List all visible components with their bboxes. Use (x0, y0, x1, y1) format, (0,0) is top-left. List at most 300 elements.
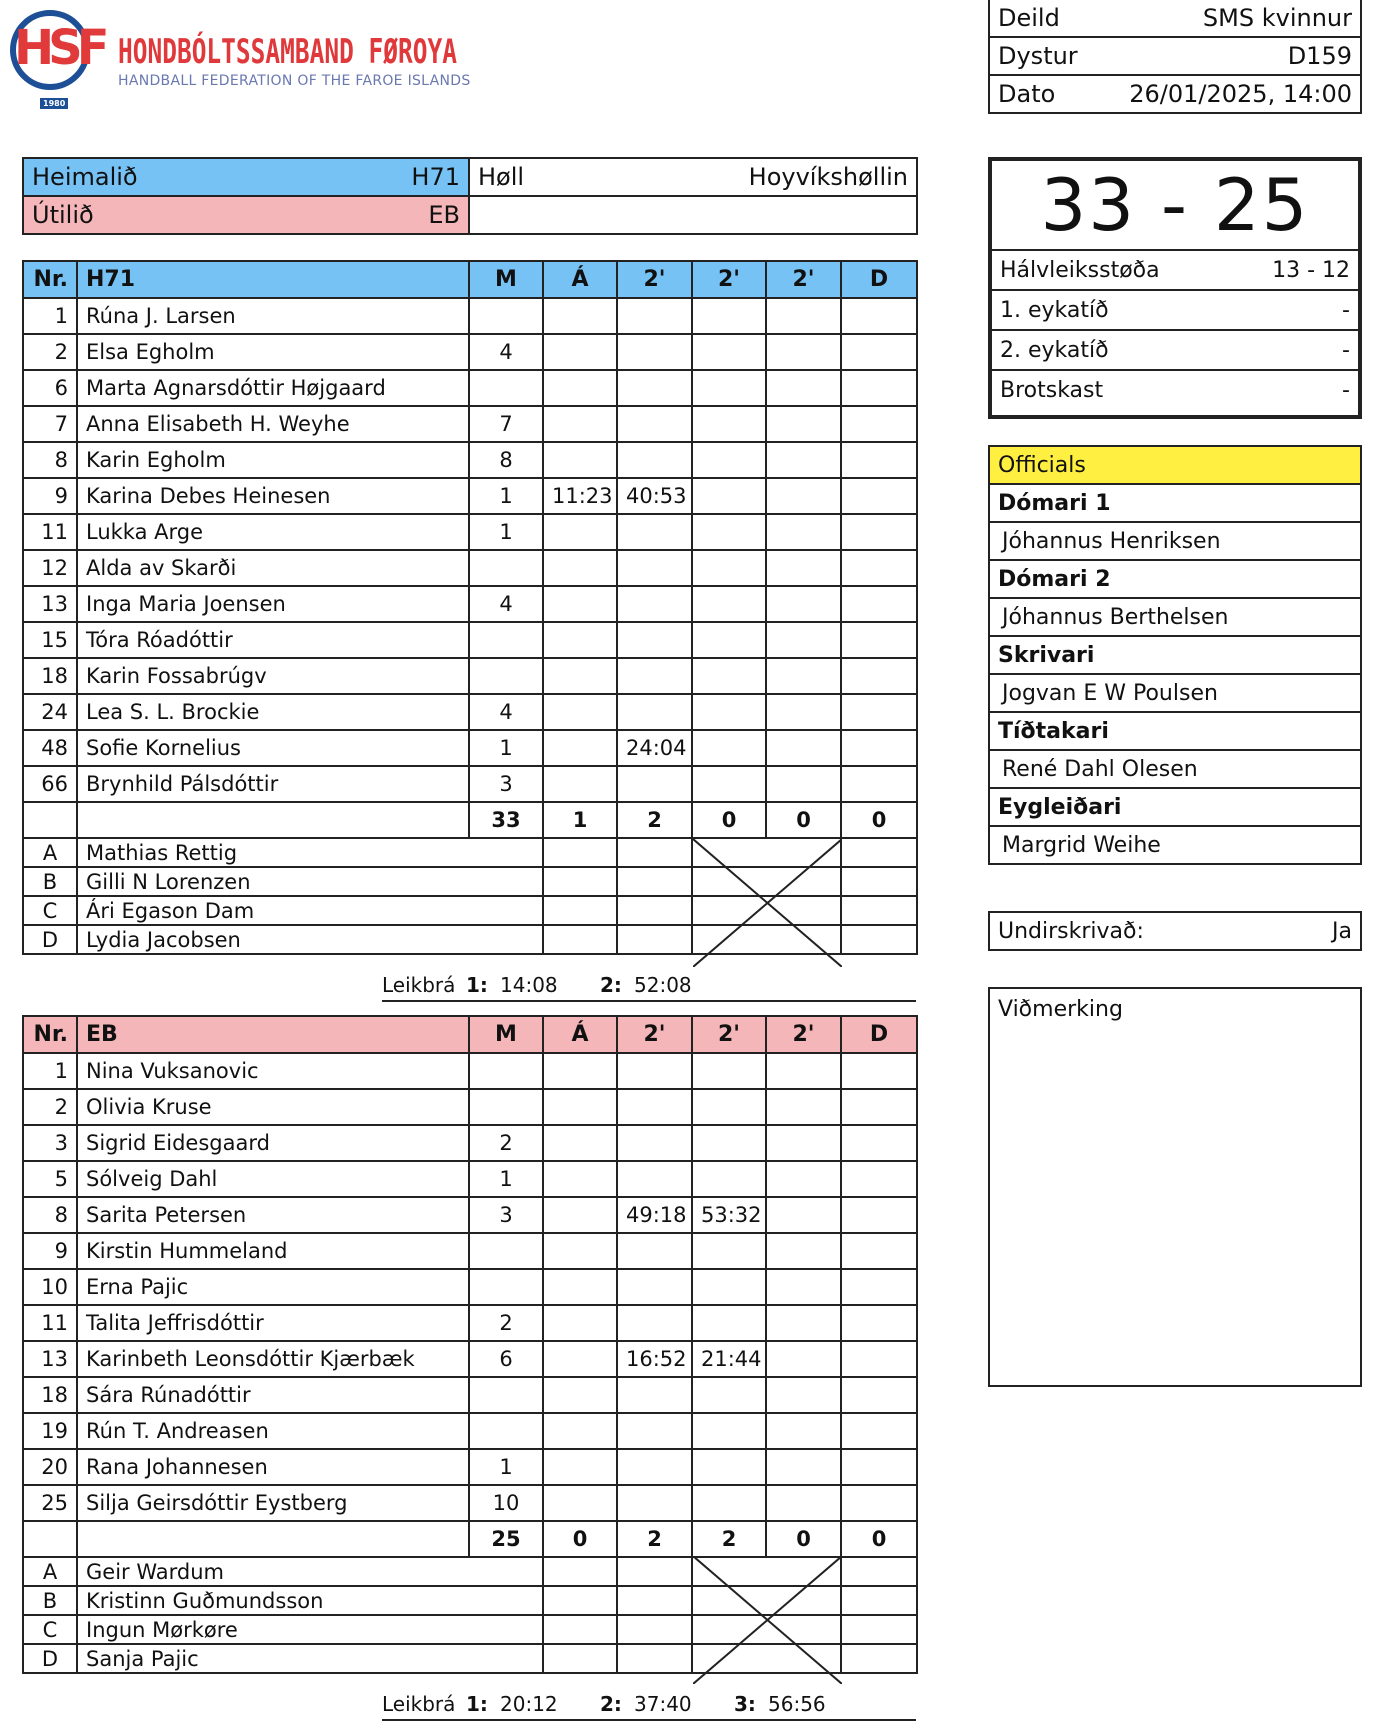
player-suspension-2 (692, 1161, 766, 1197)
player-suspension-1 (617, 1449, 692, 1485)
timeout-time: 20:12 (500, 1692, 558, 1716)
score-detail-label: Hálvleiksstøða (1000, 257, 1160, 283)
player-name: Rana Johannesen (77, 1449, 469, 1485)
player-suspension-1 (617, 1305, 692, 1341)
player-disqualification (841, 1269, 917, 1305)
player-suspension-1 (617, 1089, 692, 1125)
player-suspension-2 (692, 550, 766, 586)
col-header-suspension-2: 2' (692, 1016, 766, 1053)
col-header-disqualification: D (841, 261, 917, 298)
col-header-disqualification: D (841, 1016, 917, 1053)
official-name-row (989, 522, 1361, 560)
col-header-suspension-2: 2' (692, 261, 766, 298)
player-suspension-1: 24:04 (617, 730, 692, 766)
player-name: Inga Maria Joensen (77, 586, 469, 622)
player-name: Marta Agnarsdóttir Højgaard (77, 370, 469, 406)
player-suspension-2 (692, 1269, 766, 1305)
player-suspension-3 (766, 1161, 841, 1197)
player-row (23, 730, 917, 766)
official-role: Dómari 2 (989, 560, 1361, 598)
score-detail-label: 1. eykatíð (1000, 297, 1109, 323)
player-name: Lea S. L. Brockie (77, 694, 469, 730)
roster-header (23, 1016, 917, 1053)
player-goals (469, 622, 543, 658)
player-suspension-3 (766, 370, 841, 406)
player-suspension-3 (766, 766, 841, 802)
score-detail-row (992, 330, 1358, 370)
player-disqualification (841, 1089, 917, 1125)
team-official-suspension (617, 1557, 692, 1586)
player-disqualification (841, 1413, 917, 1449)
player-suspension-3 (766, 514, 841, 550)
player-suspension-2 (692, 658, 766, 694)
total-t1: 2 (617, 1521, 692, 1557)
total-a: 1 (543, 802, 617, 838)
team-official-code: A (23, 838, 77, 867)
team-official-disqualification (841, 1644, 917, 1673)
player-number: 15 (23, 622, 77, 658)
player-number: 48 (23, 730, 77, 766)
player-disqualification (841, 766, 917, 802)
player-suspension-1 (617, 694, 692, 730)
player-name: Karina Debes Heinesen (77, 478, 469, 514)
player-name: Anna Elisabeth H. Weyhe (77, 406, 469, 442)
team-official-suspension (617, 1615, 692, 1644)
player-suspension-1: 16:52 (617, 1341, 692, 1377)
timeout-number: 1: (466, 1692, 488, 1716)
score-detail-value: - (1342, 337, 1350, 363)
col-header-suspension-3: 2' (766, 261, 841, 298)
total-d: 0 (841, 1521, 917, 1557)
player-disqualification (841, 1053, 917, 1089)
player-goals (469, 1089, 543, 1125)
player-name: Rún T. Andreasen (77, 1413, 469, 1449)
hall-cell (469, 158, 917, 196)
col-header-nr: Nr. (23, 261, 77, 298)
player-suspension-3 (766, 730, 841, 766)
player-goals: 4 (469, 586, 543, 622)
player-warning (543, 334, 617, 370)
team-official-disqualification (841, 867, 917, 896)
official-role-row (989, 788, 1361, 826)
federation-logo (0, 0, 471, 110)
player-suspension-1 (617, 1413, 692, 1449)
player-number: 5 (23, 1161, 77, 1197)
timeout-number: 2: (600, 973, 622, 997)
player-warning (543, 1413, 617, 1449)
official-name-row (989, 750, 1361, 788)
player-disqualification (841, 406, 917, 442)
home-officials-cross (693, 839, 842, 967)
player-number: 66 (23, 766, 77, 802)
col-header-suspension-3: 2' (766, 1016, 841, 1053)
totals-spacer (77, 1521, 469, 1557)
player-goals (469, 298, 543, 334)
officials-title: Officials (989, 446, 1361, 484)
match-info-cell (989, 0, 1361, 37)
player-suspension-1 (617, 1377, 692, 1413)
score-detail-cell (992, 250, 1358, 290)
player-name: Kirstin Hummeland (77, 1233, 469, 1269)
col-header-warning: Á (543, 261, 617, 298)
player-number: 24 (23, 694, 77, 730)
player-suspension-2 (692, 1233, 766, 1269)
total-m: 33 (469, 802, 543, 838)
player-suspension-2 (692, 586, 766, 622)
player-warning (543, 766, 617, 802)
player-number: 2 (23, 1089, 77, 1125)
total-t3: 0 (766, 1521, 841, 1557)
team-official-warning (543, 1586, 617, 1615)
team-official-code: C (23, 1615, 77, 1644)
player-suspension-2 (692, 1413, 766, 1449)
player-goals: 3 (469, 766, 543, 802)
player-suspension-1 (617, 514, 692, 550)
player-row (23, 370, 917, 406)
player-name: Karin Egholm (77, 442, 469, 478)
timeout-number: 2: (600, 1692, 622, 1716)
team-official-code: D (23, 1644, 77, 1673)
team-official-suspension (617, 1586, 692, 1615)
team-official-suspension (617, 1644, 692, 1673)
official-name: Jóhannus Berthelsen (989, 598, 1361, 636)
player-goals: 3 (469, 1197, 543, 1233)
player-suspension-3 (766, 1377, 841, 1413)
player-goals (469, 1413, 543, 1449)
player-row (23, 1449, 917, 1485)
player-number: 3 (23, 1125, 77, 1161)
player-suspension-3 (766, 298, 841, 334)
total-t2: 0 (692, 802, 766, 838)
player-disqualification (841, 694, 917, 730)
totals-spacer (23, 802, 77, 838)
match-info-cell (989, 37, 1361, 75)
team-official-name: Kristinn Guðmundsson (77, 1586, 543, 1615)
player-disqualification (841, 1377, 917, 1413)
player-warning (543, 586, 617, 622)
score-detail-label: 2. eykatíð (1000, 337, 1109, 363)
player-suspension-2 (692, 514, 766, 550)
player-suspension-1 (617, 1125, 692, 1161)
player-suspension-3 (766, 406, 841, 442)
player-goals: 8 (469, 442, 543, 478)
player-number: 7 (23, 406, 77, 442)
away-officials-cross (693, 1556, 842, 1684)
player-row (23, 622, 917, 658)
player-suspension-2 (692, 478, 766, 514)
player-row (23, 694, 917, 730)
player-disqualification (841, 1341, 917, 1377)
timeout-time: 37:40 (634, 1692, 692, 1716)
player-suspension-2 (692, 1449, 766, 1485)
player-name: Silja Geirsdóttir Eystberg (77, 1485, 469, 1521)
player-suspension-2 (692, 766, 766, 802)
player-suspension-2 (692, 298, 766, 334)
player-goals (469, 1269, 543, 1305)
player-suspension-3 (766, 442, 841, 478)
team-official-warning (543, 925, 617, 954)
match-info-label: Dato (998, 80, 1056, 108)
score-detail-row (992, 290, 1358, 330)
player-row (23, 1161, 917, 1197)
player-row (23, 298, 917, 334)
player-warning (543, 694, 617, 730)
player-row (23, 478, 917, 514)
player-goals: 1 (469, 1161, 543, 1197)
federation-name: HONDBÓLTSSAMBAND FØROYA (118, 32, 457, 72)
player-row (23, 1341, 917, 1377)
official-role-row (989, 636, 1361, 674)
player-suspension-2 (692, 442, 766, 478)
player-disqualification (841, 550, 917, 586)
player-name: Karinbeth Leonsdóttir Kjærbæk (77, 1341, 469, 1377)
player-warning (543, 1089, 617, 1125)
team-official-code: A (23, 1557, 77, 1586)
team-official-name: Ingun Mørkøre (77, 1615, 543, 1644)
player-disqualification (841, 442, 917, 478)
team-official-suspension (617, 867, 692, 896)
team-official-disqualification (841, 896, 917, 925)
player-suspension-1 (617, 586, 692, 622)
team-official-disqualification (841, 925, 917, 954)
player-suspension-1 (617, 622, 692, 658)
team-official-disqualification (841, 1557, 917, 1586)
player-number: 1 (23, 1053, 77, 1089)
score-detail-value: - (1342, 297, 1350, 323)
signed-value: Ja (1332, 918, 1352, 944)
player-disqualification (841, 478, 917, 514)
player-suspension-3 (766, 1413, 841, 1449)
player-suspension-2: 21:44 (692, 1341, 766, 1377)
player-warning (543, 1161, 617, 1197)
player-disqualification (841, 334, 917, 370)
player-suspension-1 (617, 442, 692, 478)
player-warning (543, 1485, 617, 1521)
player-row (23, 550, 917, 586)
official-name: Jóhannus Henriksen (989, 522, 1361, 560)
timeout-number: 1: (466, 973, 488, 997)
hall-value: Hoyvíkshøllin (748, 163, 908, 191)
player-goals (469, 1377, 543, 1413)
team-official-warning (543, 1557, 617, 1586)
away-timeouts (382, 1689, 916, 1721)
player-row (23, 1053, 917, 1089)
totals-row (23, 1521, 917, 1557)
official-role-row (989, 484, 1361, 522)
player-suspension-2 (692, 1377, 766, 1413)
col-header-suspension-1: 2' (617, 261, 692, 298)
player-number: 10 (23, 1269, 77, 1305)
player-number: 11 (23, 514, 77, 550)
player-row (23, 1269, 917, 1305)
match-info-value: D159 (1287, 42, 1352, 70)
official-name-row (989, 674, 1361, 712)
official-role: Tíðtakari (989, 712, 1361, 750)
player-suspension-3 (766, 1233, 841, 1269)
player-row (23, 406, 917, 442)
player-number: 13 (23, 1341, 77, 1377)
total-t2: 2 (692, 1521, 766, 1557)
team-official-name: Sanja Pajic (77, 1644, 543, 1673)
team-official-name: Ári Egason Dam (77, 896, 543, 925)
final-score: 33 - 25 (992, 161, 1358, 251)
player-name: Elsa Egholm (77, 334, 469, 370)
player-goals (469, 1233, 543, 1269)
player-disqualification (841, 1449, 917, 1485)
logo-year: 1980 (40, 98, 68, 109)
player-suspension-3 (766, 1125, 841, 1161)
timeout-time: 56:56 (768, 1692, 826, 1716)
player-disqualification (841, 1233, 917, 1269)
player-suspension-3 (766, 658, 841, 694)
player-number: 6 (23, 370, 77, 406)
player-warning (543, 1269, 617, 1305)
player-suspension-2 (692, 1125, 766, 1161)
team-official-suspension (617, 838, 692, 867)
player-name: Nina Vuksanovic (77, 1053, 469, 1089)
player-suspension-1 (617, 658, 692, 694)
player-name: Tóra Róadóttir (77, 622, 469, 658)
player-name: Sigrid Eidesgaard (77, 1125, 469, 1161)
player-warning (543, 1377, 617, 1413)
player-goals (469, 370, 543, 406)
player-number: 18 (23, 1377, 77, 1413)
official-name: René Dahl Olesen (989, 750, 1361, 788)
team-official-code: D (23, 925, 77, 954)
home-team-cell (23, 158, 469, 196)
player-row (23, 658, 917, 694)
player-name: Olivia Kruse (77, 1089, 469, 1125)
player-suspension-3 (766, 1269, 841, 1305)
score-detail-cell (992, 290, 1358, 330)
match-info-row (989, 0, 1361, 37)
officials-panel (988, 445, 1362, 865)
player-suspension-1: 40:53 (617, 478, 692, 514)
player-disqualification (841, 658, 917, 694)
player-suspension-3 (766, 694, 841, 730)
player-number: 9 (23, 478, 77, 514)
player-name: Lukka Arge (77, 514, 469, 550)
player-suspension-1 (617, 1053, 692, 1089)
score-detail-value: 13 - 12 (1272, 257, 1350, 283)
player-row (23, 1413, 917, 1449)
player-warning (543, 1305, 617, 1341)
team-official-warning (543, 896, 617, 925)
team-official-warning (543, 867, 617, 896)
player-suspension-3 (766, 334, 841, 370)
player-suspension-3 (766, 1305, 841, 1341)
official-role: Dómari 1 (989, 484, 1361, 522)
timeouts-label: Leikbrá (382, 973, 456, 997)
player-row (23, 442, 917, 478)
team-official-disqualification (841, 1586, 917, 1615)
player-row (23, 1485, 917, 1521)
player-name: Sára Rúnadóttir (77, 1377, 469, 1413)
col-header-nr: Nr. (23, 1016, 77, 1053)
match-info-row (989, 37, 1361, 75)
team-official-warning (543, 838, 617, 867)
player-suspension-3 (766, 550, 841, 586)
player-suspension-2: 53:32 (692, 1197, 766, 1233)
col-header-goals: M (469, 261, 543, 298)
player-number: 19 (23, 1413, 77, 1449)
total-d: 0 (841, 802, 917, 838)
player-goals: 1 (469, 730, 543, 766)
player-goals: 1 (469, 478, 543, 514)
player-disqualification (841, 1125, 917, 1161)
player-name: Sofie Kornelius (77, 730, 469, 766)
player-suspension-3 (766, 1089, 841, 1125)
total-t1: 2 (617, 802, 692, 838)
player-number: 18 (23, 658, 77, 694)
team-official-name: Geir Wardum (77, 1557, 543, 1586)
player-suspension-2 (692, 1053, 766, 1089)
player-suspension-3 (766, 1449, 841, 1485)
col-header-team: EB (77, 1016, 469, 1053)
officials-title-row (989, 446, 1361, 484)
player-warning: 11:23 (543, 478, 617, 514)
player-number: 8 (23, 1197, 77, 1233)
player-suspension-1 (617, 1161, 692, 1197)
col-header-warning: Á (543, 1016, 617, 1053)
player-disqualification (841, 622, 917, 658)
player-suspension-1 (617, 550, 692, 586)
score-detail-cell (992, 370, 1358, 410)
team-official-name: Gilli N Lorenzen (77, 867, 543, 896)
remarks-label: Viðmerking (998, 997, 1123, 1022)
remarks-box (988, 987, 1362, 1387)
empty-cell (469, 196, 917, 234)
team-official-code: C (23, 896, 77, 925)
away-label: Útilið (32, 201, 94, 229)
match-info-value: SMS kvinnur (1202, 4, 1352, 32)
player-name: Brynhild Pálsdóttir (77, 766, 469, 802)
federation-subtitle: HANDBALL FEDERATION OF THE FAROE ISLANDS (118, 73, 471, 89)
player-number: 20 (23, 1449, 77, 1485)
total-t3: 0 (766, 802, 841, 838)
player-warning (543, 1197, 617, 1233)
player-goals (469, 1053, 543, 1089)
player-warning (543, 514, 617, 550)
totals-row (23, 802, 917, 838)
player-disqualification (841, 1197, 917, 1233)
roster-header (23, 261, 917, 298)
player-name: Erna Pajic (77, 1269, 469, 1305)
player-number: 9 (23, 1233, 77, 1269)
player-warning (543, 1233, 617, 1269)
player-row (23, 1377, 917, 1413)
col-header-suspension-1: 2' (617, 1016, 692, 1053)
player-number: 25 (23, 1485, 77, 1521)
player-suspension-1 (617, 370, 692, 406)
team-official-code: B (23, 1586, 77, 1615)
player-disqualification (841, 1161, 917, 1197)
player-disqualification (841, 1305, 917, 1341)
match-info-value: 26/01/2025, 14:00 (1129, 80, 1352, 108)
player-suspension-2 (692, 334, 766, 370)
home-code: H71 (411, 163, 460, 191)
player-number: 11 (23, 1305, 77, 1341)
timeout-time: 52:08 (634, 973, 692, 997)
player-row (23, 1233, 917, 1269)
player-warning (543, 658, 617, 694)
player-disqualification (841, 1485, 917, 1521)
player-number: 12 (23, 550, 77, 586)
player-suspension-1 (617, 766, 692, 802)
col-header-goals: M (469, 1016, 543, 1053)
official-name: Margrid Weihe (989, 826, 1361, 864)
player-row (23, 1125, 917, 1161)
